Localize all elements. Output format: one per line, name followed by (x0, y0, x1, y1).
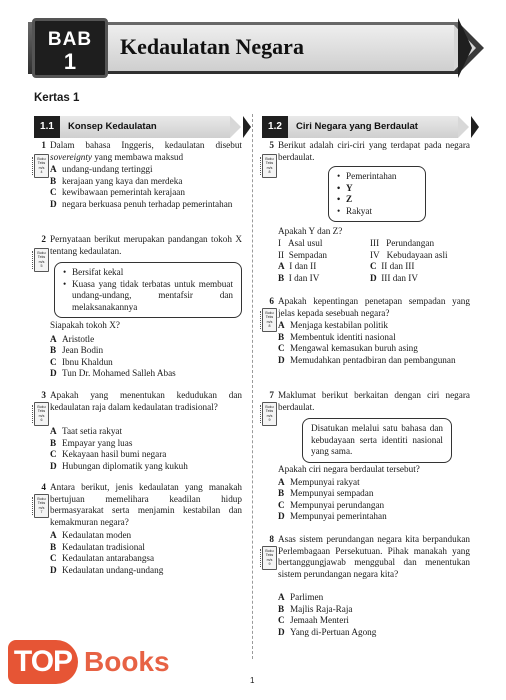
chapter-banner (28, 14, 478, 82)
stem-italic-term: sovereignty (50, 151, 93, 162)
section-title: Ciri Negara yang Berdaulat (288, 116, 458, 138)
info-item: • Kuasa yang tidak terbatas untuk membuat undang-undang, mentafsir dan melaksanakannya (63, 279, 233, 314)
question-number: 3 (41, 390, 46, 400)
option-c[interactable]: C II dan III (370, 261, 415, 272)
info-item: • Bersifat kekal (63, 267, 233, 279)
question-stem: Asas sistem perundangan negara kita berpandukan Perlembagaan Persekutuan. Pihak manakah yang bertanggungjawab menggubal dan menentukan sistem perundangan negara kita? (278, 534, 470, 579)
option-c[interactable]: C Jemaah Menteri (278, 615, 349, 626)
option-a[interactable]: A Aristotle (50, 333, 95, 344)
question-ask: Apakah ciri negara berdaulat tersebut? (278, 464, 420, 474)
option-d[interactable]: D Memudahkan pentadbiran dan pembangunan (278, 354, 456, 365)
options-list (50, 320, 242, 380)
option-d[interactable]: D negara berkuasa penuh terhadap pemerintahan (50, 198, 233, 209)
option-a[interactable]: A Taat setia rakyat (50, 426, 123, 436)
question-ask: Apakah Y dan Z? (278, 226, 343, 236)
option-a[interactable]: A undang-undang tertinggi (50, 164, 153, 174)
options-list (50, 530, 242, 576)
section-number: 1.1 (34, 116, 60, 138)
option-c[interactable]: C Mengawal kemasukan buruh asing (278, 343, 418, 354)
section-header-1-1 (34, 116, 242, 138)
option-b[interactable]: B Empayar yang luas (50, 437, 133, 448)
bab-label: BAB (47, 29, 93, 50)
option-a[interactable]: A Kedaulatan moden (50, 530, 132, 540)
statement-grid (278, 238, 470, 284)
option-d[interactable]: D Tun Dr. Mohamed Salleh Abas (50, 368, 176, 379)
options-list (50, 426, 242, 472)
option-a[interactable]: A Mempunyai rakyat (278, 476, 360, 487)
option-b[interactable]: B Kedaulatan tradisional (50, 541, 145, 552)
column-divider (252, 114, 253, 659)
info-item: • Rakyat (337, 206, 417, 218)
stem-part: Dalam bahasa Inggeris, kedaulatan disebut (50, 140, 242, 150)
question-number: 2 (41, 234, 46, 244)
options-list (278, 320, 470, 366)
option-c[interactable]: C Kekayaan hasil bumi negara (50, 449, 167, 460)
section-header-1-2 (262, 116, 470, 138)
option-c[interactable]: C Mempunyai perundangan (278, 499, 385, 510)
question-stem: Apakah yang menentukan kedudukan dan kedaulatan raja dalam kedaulatan tradisional? (50, 390, 242, 412)
options-list (50, 164, 242, 210)
question-stem: Apakah kepentingan penetapan sempadan yang jelas kepada sesebuah negara? (278, 296, 470, 318)
question-stem: Antara berikut, jenis kedaulatan yang manakah bertujuan memelihara keadilan hidup bermasyarakat serta menjamin kestabilan dan kemakmuran negara? (50, 482, 242, 527)
statement-iii: III Perundangan (370, 238, 435, 248)
question-stem: Berikut adalah ciri-ciri yang terdapat pada negara berdaulat. (278, 140, 470, 162)
question-number: 5 (269, 140, 274, 150)
statement-ii: II Sempadan (278, 249, 327, 260)
option-d[interactable]: D Mempunyai pemerintahan (278, 511, 387, 522)
chapter-number-badge (32, 18, 108, 78)
stem-part: yang membawa maksud (92, 151, 184, 162)
option-a[interactable]: A I dan II (278, 261, 317, 272)
info-box (54, 262, 242, 318)
question-number: 1 (41, 140, 46, 150)
page-number: 1 (250, 676, 255, 685)
option-c[interactable]: C Ibnu Khaldun (50, 356, 113, 367)
option-b[interactable]: B Jean Bodin (50, 345, 104, 356)
option-c[interactable]: C Kedaulatan antarabangsa (50, 553, 155, 564)
options-list (278, 592, 470, 638)
option-d[interactable]: D Kedaulatan undang-undang (50, 564, 164, 575)
question-number: 8 (269, 534, 274, 544)
option-c[interactable]: C kewibawaan pemerintah kerajaan (50, 187, 185, 198)
section-number: 1.2 (262, 116, 288, 138)
textbook-page-icon: Buku Teks m/s 8 (262, 154, 277, 178)
info-box: Disatukan melalui satu bahasa dan kebudayaan serta identiti nasional yang sama. (302, 418, 452, 463)
option-b[interactable]: B I dan IV (278, 272, 320, 283)
statement-iv: IV Kebudayaan asli (370, 249, 448, 260)
info-box (328, 166, 426, 222)
logo-top: TOP (8, 640, 78, 684)
statement-i: I Asal usul (278, 238, 323, 248)
options-list (278, 464, 470, 523)
option-d[interactable]: D III dan IV (370, 272, 418, 283)
question-stem: Pernyataan berikut merupakan pandangan tokoh X tentang kedaulatan. (50, 234, 242, 256)
textbook-page-icon: Buku Teks m/s 7 (34, 494, 49, 518)
textbook-page-icon: Buku Teks m/s 9 (262, 402, 277, 426)
info-item: • Y (337, 183, 417, 195)
chevron-icon (458, 18, 472, 78)
chevron-icon (243, 116, 251, 138)
question-stem (50, 140, 242, 163)
textbook-page-icon: Buku Teks m/s 5 (34, 248, 49, 272)
option-d[interactable]: D Yang di-Pertuan Agong (278, 626, 377, 637)
chapter-title: Kedaulatan Negara (120, 34, 304, 59)
paper-label: Kertas 1 (34, 92, 80, 104)
info-item: • Pemerintahan (337, 171, 417, 183)
bab-number: 1 (63, 49, 77, 74)
option-a[interactable]: A Menjaga kestabilan politik (278, 320, 388, 330)
option-a[interactable]: A Parlimen (278, 592, 324, 602)
textbook-page-icon: Buku Teks m/s 6 (34, 402, 49, 426)
question-number: 4 (41, 482, 46, 492)
option-b[interactable]: B Mempunyai sempadan (278, 488, 374, 499)
chevron-icon (471, 116, 479, 138)
option-b[interactable]: B Membentuk identiti nasional (278, 331, 396, 342)
textbook-page-icon: Buku Teks m/s 8 (262, 308, 277, 332)
question-number: 6 (269, 296, 274, 306)
question-ask: Siapakah tokoh X? (50, 320, 120, 330)
option-b[interactable]: B kerajaan yang kaya dan merdeka (50, 175, 183, 186)
textbook-page-icon: Buku Teks m/s 9 (262, 546, 277, 570)
section-title: Konsep Kedaulatan (60, 116, 230, 138)
option-b[interactable]: B Majlis Raja-Raja (278, 603, 353, 614)
question-number: 7 (269, 390, 274, 400)
info-item: • Z (337, 194, 417, 206)
option-d[interactable]: D Hubungan diplomatik yang kukuh (50, 460, 188, 471)
logo-books: Books (84, 646, 170, 677)
question-stem: Maklumat berikut berkaitan dengan ciri negara berdaulat. (278, 390, 470, 412)
topbooks-logo (8, 640, 180, 686)
textbook-page-icon: Buku Teks m/s 4 (34, 154, 49, 178)
